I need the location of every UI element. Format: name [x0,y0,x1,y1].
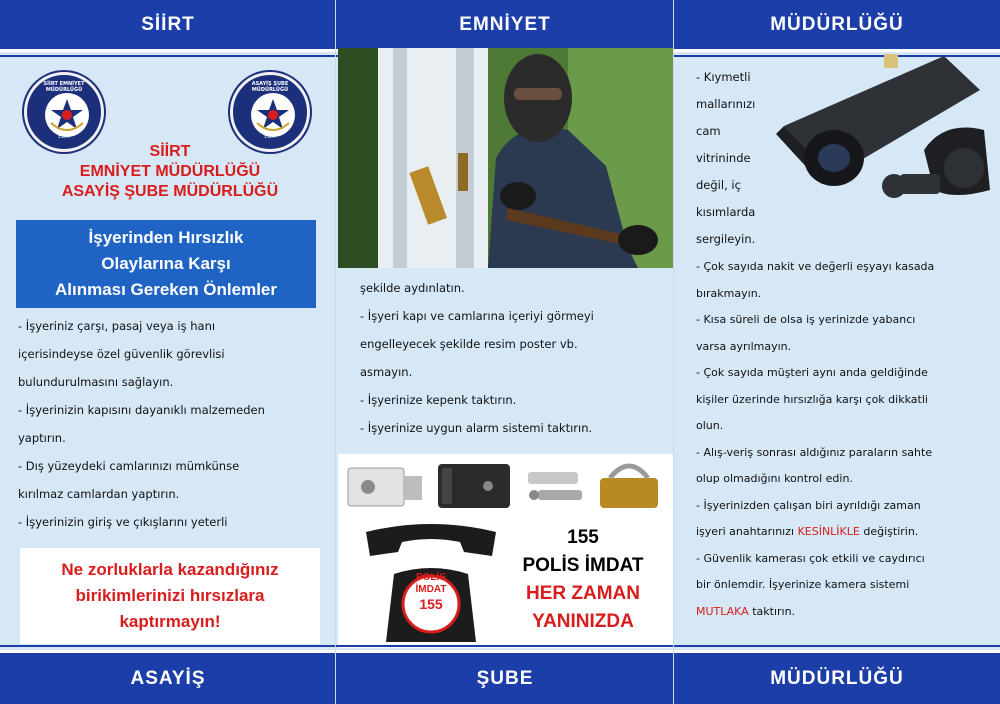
text-line: - Çok sayıda müşteri aynı anda geldiğinde [696,366,928,379]
text-line: - Çok sayıda nakit ve değerli eşyayı kasada [696,260,935,273]
footer-left: ASAYİŞ [130,667,206,689]
text-line: asmayın. [360,365,413,379]
org-line: ASAYİŞ ŞUBE MÜDÜRLÜĞÜ [61,183,279,200]
text-line: yaptırın. [18,431,66,445]
text-line: engelleyecek şekilde resim poster vb. [360,337,578,351]
text-line: - İşyeri kapı ve camlarına içeriyi görmeyi [360,309,594,323]
footer-middle: ŞUBE [476,667,534,689]
electric-lock-icon [348,468,422,506]
header-band-middle [336,0,674,52]
text-line-emph [696,519,996,546]
imdat-red-line: HER ZAMAN [526,583,640,604]
left-text-block [18,312,328,536]
badge-line: İMDAT [415,584,447,595]
emblem-left-ring-text: SİİRT EMNİYET MÜDÜRLÜĞÜ [43,81,85,93]
emblem-right-bottom: EGM [264,134,276,140]
text-segment: işyeri anahtarınızı [696,525,798,538]
text-line: - Dış yüzeydeki camlarınızı mümkünse [18,459,240,473]
imdat-red-line: YANINIZDA [532,611,634,632]
text-line: - Alış-veriş sonrası aldığınız paraların sahte [696,445,933,459]
footer-band-left [0,650,336,704]
emblem-left-bottom: EGM [58,134,70,140]
title-line: Olaylarına Karşı [101,254,231,273]
imdat-line: POLİS İMDAT [522,555,644,576]
text-line: bırakmayın. [696,286,762,300]
header-band-right [674,0,1000,52]
middle-text-block [360,274,670,442]
text-line: - Kıymetli [696,70,751,84]
text-line: değil, iç [696,178,741,192]
org-title [40,142,300,202]
text-segment: taktırın. [748,604,796,618]
warning-line: Ne zorluklarla kazandığınız [61,560,279,579]
asayis-emblem [230,72,310,152]
door-lock-icon [438,464,510,508]
imdat-box [338,520,674,648]
badge-line: POLİS [415,572,446,583]
text-line: içerisindeyse özel güvenlik görevlisi [18,347,225,361]
text-segment: değiştirin. [859,525,919,538]
text-line: bulundurulmasını sağlayın. [18,375,174,389]
text-line-emph [696,599,996,626]
emphasis-text: KESİNLİKLE [797,525,860,538]
org-line: SİİRT [149,143,191,160]
text-line: - İşyerinizin giriş ve çıkışlarını yeterli [18,515,228,529]
police-star-icon [251,93,295,137]
badge-line: 155 [419,596,443,612]
header-middle: EMNİYET [459,13,551,35]
burglar-photo [338,48,674,268]
text-line: kısımlarda [696,205,756,219]
text-line: - İşyerinize uygun alarm sistemi taktırın. [360,421,593,435]
warning-line: birikimlerinizi hırsızlara [75,586,265,605]
lock-products-strip [338,454,674,520]
text-line: vitrininde [696,151,751,165]
panel-left [0,0,336,704]
polis-imdat-badge [401,572,461,612]
text-line: mallarınızı [696,97,756,111]
police-star-icon [45,93,89,137]
text-line: - İşyerinize kepenk taktırın. [360,393,517,407]
text-line: sergileyin. [696,232,756,246]
emphasis-text: MUTLAKA [696,604,749,618]
imdat-heading [498,524,668,636]
footer-band-middle [336,650,674,704]
text-line: - Kısa süreli de olsa iş yerinizde yabancı [696,313,916,326]
text-line: varsa ayrılmayın. [696,339,792,353]
footer-band-right [674,650,1000,704]
text-line: olun. [696,419,724,432]
footer-right: MÜDÜRLÜĞÜ [770,667,904,689]
emblem-right-ring-text: ASAYİŞ ŞUBE MÜDÜRLÜĞÜ [251,81,289,93]
org-line: EMNİYET MÜDÜRLÜĞÜ [79,163,261,180]
text-line: - İşyerinizin kapısını dayanıklı malzemeden [18,403,265,417]
emniyet-emblem [24,72,104,152]
brass-padlock-icon [600,466,658,508]
text-line: - İşyeriniz çarşı, pasaj veya iş hanı [18,319,216,333]
text-line: - İşyerinizden çalışan biri ayrıldığı zaman [696,498,921,512]
text-line: kişiler üzerinde hırsızlığa karşı çok dikkatli [696,392,928,406]
text-line: cam [696,124,721,138]
title-line: İşyerinden Hırsızlık [88,228,244,247]
text-line: şekilde aydınlatın. [360,281,465,295]
right-text-block [696,254,996,625]
warning-box [20,548,320,644]
title-line: Alınması Gereken Önlemler [54,280,278,299]
text-line: bir önlemdir. İşyerinize kamera sistemi [696,578,910,591]
security-camera-icon [774,50,994,218]
header-right: MÜDÜRLÜĞÜ [770,13,904,35]
imdat-line: 155 [567,527,599,548]
text-line: kırılmaz camlardan yaptırın. [18,487,180,501]
brochure-title-box [16,220,316,308]
header-band-left [0,0,336,52]
warning-line: kaptırmayın! [119,612,221,631]
panel-right [674,0,1000,704]
panel-middle [336,0,674,704]
header-left: SİİRT [141,13,195,35]
chain-latch-icon [528,472,582,500]
text-line: - Güvenlik kamerası çok etkili ve caydırıcı [696,551,925,565]
text-line: olup olmadığını kontrol edin. [696,472,853,485]
